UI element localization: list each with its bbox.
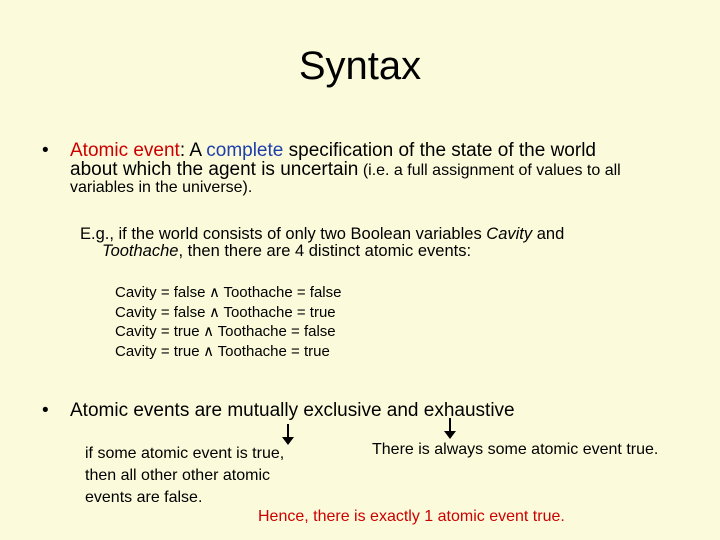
conclusion-text: Hence, there is exactly 1 atomic event true. xyxy=(258,508,565,525)
event-left: Cavity = false xyxy=(115,284,206,301)
bullet-2-text: Atomic events are mutually exclusive and exhaustive xyxy=(70,400,515,421)
bullet-1-colon: : A xyxy=(179,140,207,161)
slide-title: Syntax xyxy=(298,44,422,88)
toothache-word: Toothache xyxy=(102,242,179,260)
atomic-event-row xyxy=(115,322,341,342)
cavity-word: Cavity xyxy=(486,225,533,243)
exclusive-note-line: then all other other atomic xyxy=(85,467,270,484)
atomic-event-row xyxy=(115,303,341,323)
example-prefix: E.g., if the world consists of only two Boolean variables xyxy=(80,225,487,243)
event-left: Cavity = true xyxy=(115,342,200,360)
atomic-event-row xyxy=(115,283,341,303)
event-right: Toothache = false xyxy=(223,284,342,301)
atomic-events-list xyxy=(115,283,341,361)
exclusive-note-line: if some atomic event is true, xyxy=(85,445,285,462)
and-symbol: ∧ xyxy=(203,323,215,340)
event-right: Toothache = true xyxy=(223,303,336,321)
complete-word: complete xyxy=(206,140,284,161)
atomic-event-row xyxy=(115,342,341,362)
bullet-2-marker: • xyxy=(42,400,49,421)
bullet-1-rest: specification of the state of the world xyxy=(283,140,596,161)
exclusive-note xyxy=(85,443,284,509)
example-suffix: , then there are 4 distinct atomic events: xyxy=(178,242,472,260)
and-symbol: ∧ xyxy=(208,284,220,301)
atomic-event-term: Atomic event xyxy=(70,140,180,161)
exhaustive-note: There is always some atomic event true. xyxy=(372,441,659,458)
exclusive-note-line: events are false. xyxy=(85,489,203,506)
example-line-2 xyxy=(102,242,471,261)
down-arrow-icon xyxy=(443,418,457,440)
bullet-1-marker: • xyxy=(42,140,49,161)
event-right: Toothache = true xyxy=(217,342,330,360)
bullet-1-line-2 xyxy=(70,159,621,181)
event-left: Cavity = true xyxy=(115,323,200,340)
bullet-1-line-2-paren: (i.e. a full assignment of values to all xyxy=(362,162,621,179)
bullet-1-line-2-main: about which the agent is uncertain xyxy=(70,159,359,180)
and-symbol: ∧ xyxy=(203,342,215,360)
event-right: Toothache = false xyxy=(217,323,336,340)
example-and: and xyxy=(532,225,565,243)
bullet-1-line-3: variables in the universe). xyxy=(70,179,253,196)
and-symbol: ∧ xyxy=(208,303,220,321)
event-left: Cavity = false xyxy=(115,303,206,321)
